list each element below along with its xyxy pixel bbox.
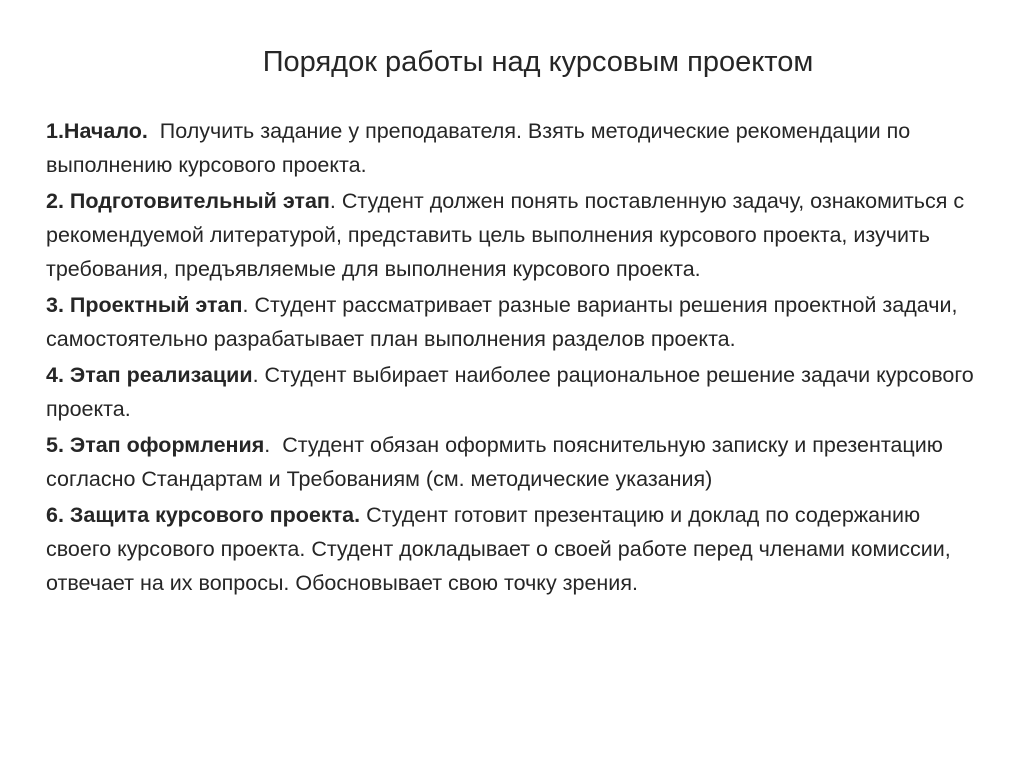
step-separator: .: [264, 433, 283, 457]
steps-list: [46, 114, 986, 602]
step-separator: .: [252, 363, 265, 387]
step-text: Получить задание у преподавателя. Взять методические рекомендации по выполнению курсового проекта.: [46, 119, 911, 177]
step-text: Студент выбирает наиболее рациональное решение задачи курсового проекта.: [46, 363, 974, 421]
step-heading: 4. Этап реализации: [46, 363, 253, 387]
step-heading: 5. Этап оформления: [46, 433, 265, 457]
step-text: Студент рассматривает разные варианты решения проектной задачи, самостоятельно разрабатывает план выполнения разделов проекта.: [46, 293, 958, 351]
step-separator: [148, 119, 160, 143]
step-1: [46, 114, 986, 182]
step-heading: 2. Подготовительный этап: [46, 189, 330, 213]
step-heading: 3. Проектный этап: [46, 293, 243, 317]
step-separator: .: [242, 293, 255, 317]
slide-title: Порядок работы над курсовым проектом: [262, 46, 814, 78]
step-heading: 1.Начало.: [46, 119, 148, 143]
step-4: [46, 358, 986, 426]
step-text: Студент обязан оформить пояснительную записку и презентацию согласно Стандартам и Требованиям (см. методические указания): [46, 433, 943, 491]
step-2: [46, 184, 986, 286]
step-text: Студент должен понять поставленную задачу, ознакомиться с рекомендуемой литературой, представить цель выполнения курсового проекта, изучить требования, предъявляемые для выполнения курсового проекта.: [46, 189, 965, 281]
step-separator: .: [329, 189, 342, 213]
step-3: [46, 288, 986, 356]
step-heading: 6. Защита курсового проекта.: [46, 503, 361, 527]
step-6: [46, 498, 986, 600]
step-5: [46, 428, 986, 496]
step-text: Студент готовит презентацию и доклад по содержанию своего курсового проекта. Студент докладывает о своей работе перед членами комиссии, отвечает на их вопросы. Обосновывает свою точку зрения.: [46, 503, 951, 595]
